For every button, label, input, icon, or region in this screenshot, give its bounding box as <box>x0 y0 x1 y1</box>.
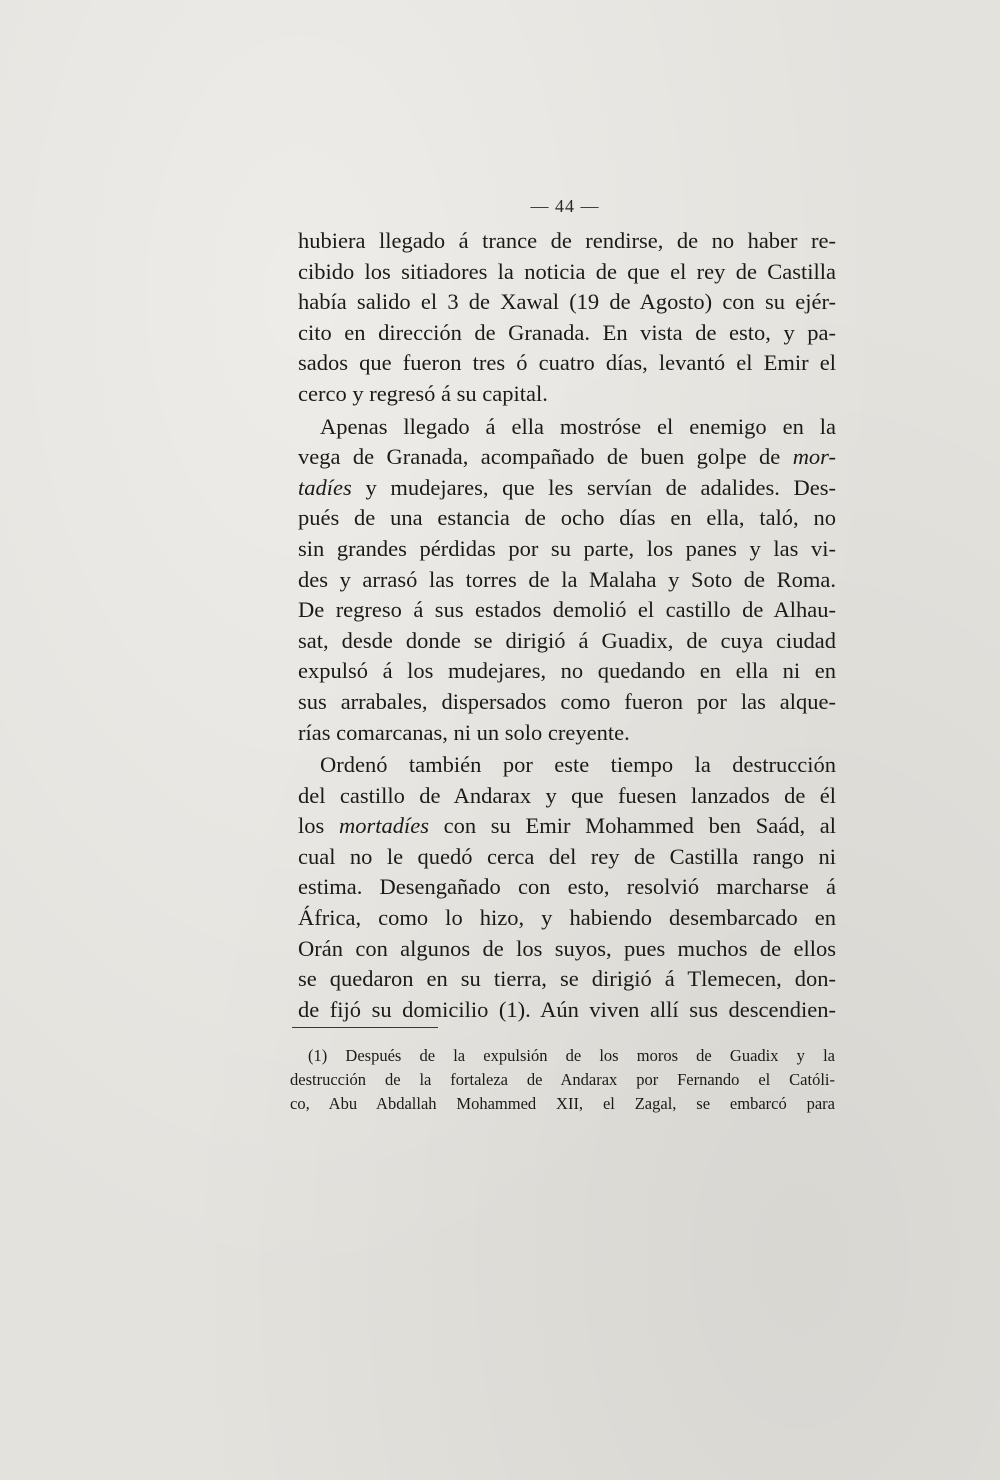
text-line: había salido el 3 de Xawal (19 de Agosto) con su ejér- <box>298 289 836 315</box>
text-line: hubiera llegado á trance de rendirse, de no haber re- <box>298 228 836 253</box>
text-line: expulsó á los mudejares, no quedando en ella ni en <box>298 658 836 684</box>
text-line: Apenas llegado á ella mostróse el enemigo en la <box>320 413 836 439</box>
text-line: sus arrabales, dispersados como fueron por las alque- <box>298 688 836 714</box>
text-line: cito en dirección de Granada. En vista de esto, y pa- <box>298 319 836 345</box>
text-fragment: con su Emir Mohammed ben Saád, al <box>443 813 837 839</box>
text-line: se quedaron en su tierra, se dirigió á Tlemecen, don- <box>298 966 836 992</box>
italic-term: mortadíes <box>338 813 429 839</box>
text-line: Ordenó también por este tiempo la destrucción <box>320 752 836 778</box>
text-fragment: vega de Granada, acompañado de buen golpe de <box>298 444 781 470</box>
footnote-line: (1) Después de la expulsión de los moros de Guadix y la <box>308 1046 835 1065</box>
text-line: Orán con algunos de los suyos, pues muchos de ellos <box>298 935 836 961</box>
text-line: de fijó su domicilio (1). Aún viven allí sus descendien- <box>298 996 836 1022</box>
main-text <box>298 226 836 1025</box>
text-line: sados que fueron tres ó cuatro días, levantó el Emir el <box>298 350 836 376</box>
text-line: cual no le quedó cerca del rey de Castilla rango ni <box>298 843 836 869</box>
footnote-line: destrucción de la fortaleza de Andarax por Fernando el Católi- <box>290 1070 835 1089</box>
footnote-divider <box>292 1027 438 1028</box>
text-line: cerco y regresó á su capital. <box>298 380 548 406</box>
text-line: cibido los sitiadores la noticia de que el rey de Castilla <box>298 258 836 284</box>
text-line: del castillo de Andarax y que fuesen lanzados de él <box>298 782 836 808</box>
text-line: África, como lo hizo, y habiendo desembarcado en <box>298 905 836 931</box>
text-line: estima. Desengañado con esto, resolvió marcharse á <box>298 874 836 900</box>
text-line <box>298 473 836 504</box>
text-line: pués de una estancia de ocho días en ella, taló, no <box>298 505 836 531</box>
text-fragment: y mudejares, que les servían de adalides. Des- <box>365 474 837 500</box>
footnote-line: co, Abu Abdallah Mohammed XII, el Zagal, se embarcó para <box>290 1094 835 1113</box>
footnote <box>290 1044 835 1116</box>
italic-term: mor- <box>792 444 836 470</box>
page-number: — 44 — <box>530 196 600 216</box>
text-line <box>298 442 836 473</box>
text-line: sat, desde donde se dirigió á Guadix, de cuya ciudad <box>298 627 836 653</box>
italic-term: tadíes <box>298 474 352 500</box>
text-line: des y arrasó las torres de la Malaha y Soto de Roma. <box>298 566 836 592</box>
text-line: sin grandes pérdidas por su parte, los panes y las vi- <box>298 535 836 561</box>
text-line: De regreso á sus estados demolió el castillo de Alhau- <box>298 597 836 623</box>
text-fragment: los <box>298 813 325 839</box>
text-line: rías comarcanas, ni un solo creyente. <box>298 719 630 745</box>
text-line <box>298 811 836 842</box>
